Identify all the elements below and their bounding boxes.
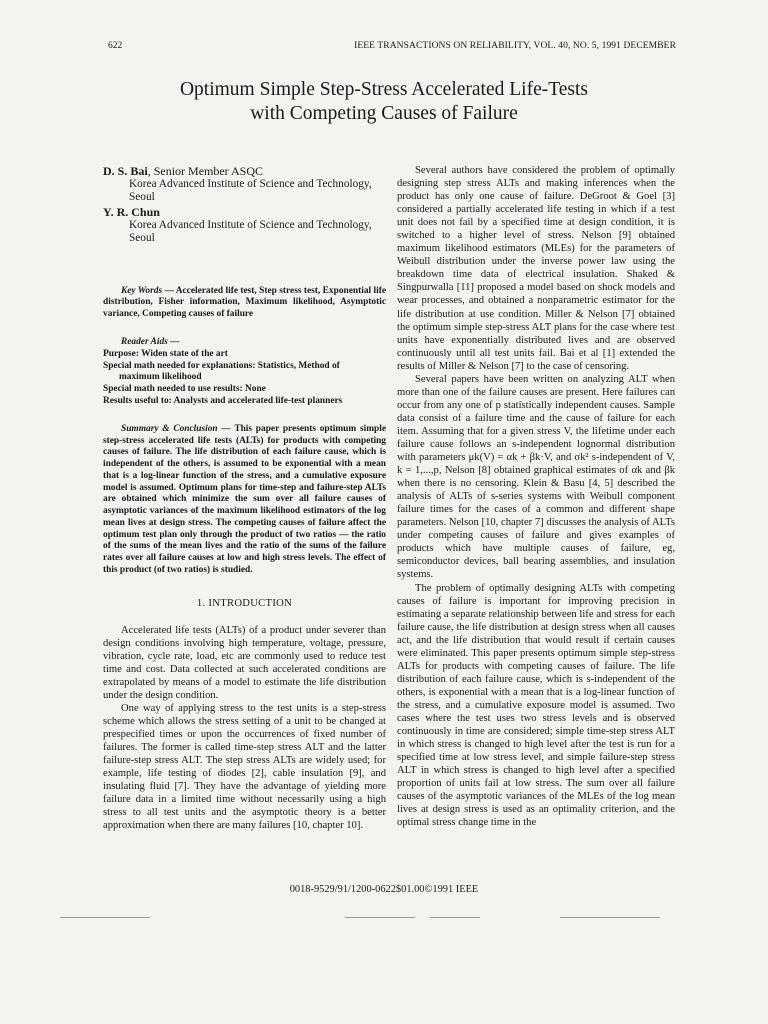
summary-text: — This paper presents optimum simple step-stress accelerated life tests (ALTs) for products with competing causes of failure. The life distribution of each failure cause, which is independent of the others, is assumed to be exponential with a mean that is a log-linear function of the stress, and a cumulative exposure model is assumed. Optimum plans for time-step and failure-step ALTs are obtained which minimize the sum over all failure causes of asymptotic variances of the maximum likelihood estimators of the log mean lives at design stress. The competing causes of failure affect the optimum test plan only through the product of two ratios — the ratio of the sums of the mean lives and the ratio of the sums of the failure rates over all failure causes at low and high stress levels. The effect of this product (of two ratios) is studied.	[103, 423, 387, 575]
title-line-1: Optimum Simple Step-Stress Accelerated Life-Tests	[179, 79, 589, 100]
author-2	[103, 205, 386, 219]
reader-aids-label: Reader Aids —	[121, 337, 180, 348]
copyright-footer: 0018-9529/91/1200-0622$01.00©1991 IEEE	[289, 884, 479, 895]
reader-aids-special-1b: maximum likelihood	[119, 372, 202, 383]
scan-artifact-line	[60, 917, 150, 918]
right-paragraph-3: The problem of optimally designing ALTs with competing causes of failure is important for improving precision in estimating a separate relationship between life and stress for each failure cause, the life distribution at design stress when all causes act, and the life distribution that would result if certain causes were eliminated. This paper presents optimum simple step-stress ALTs for products with competing causes of failure. The life distribution of each failure cause, which is s-independent of the others, is exponential with a mean that is a log-linear function of the stress, and a cumulative exposure model is assumed. Two cases where the test uses two stress levels and is observed continuously in time are considered; simple time-step stress ALT in which stress is changed to high level after the test is run for a specified time at low stress level, and simple failure-step stress ALT in which stress is changed to high level after a specified proportion of units fail at low stress. The sum over all failure causes of the asymptotic variances of the MLEs of the log mean lives at design stress is used as an optimality criterion, and the optimal stress change time in the	[397, 582, 675, 829]
keywords-label: Key Words	[121, 285, 163, 296]
keywords	[103, 286, 386, 321]
summary	[103, 424, 386, 577]
scan-artifact-line	[430, 917, 480, 918]
paper-title	[100, 78, 668, 126]
section-heading-introduction: 1. INTRODUCTION	[196, 597, 293, 609]
author-2-name: Y. R. Chun	[103, 204, 160, 219]
summary-label: Summary & Conclusion	[121, 423, 218, 434]
author-1	[103, 164, 386, 178]
author-2-affiliation: Korea Advanced Institute of Science and Technology,	[129, 218, 372, 231]
page-number: 622	[108, 41, 123, 51]
author-1-affiliation: Korea Advanced Institute of Science and Technology,	[129, 178, 372, 190]
reader-aids-special-1: Special math needed for explanations: Statistics, Method of	[103, 360, 340, 371]
author-2-city: Seoul	[129, 232, 155, 245]
reader-aids-results: Results useful to: Analysts and accelerated life-test planners	[103, 396, 343, 406]
right-column	[397, 164, 675, 829]
reader-aids-purpose: Purpose: Widen state of the art	[103, 348, 228, 359]
author-1-role: , Senior Member ASQC	[147, 164, 264, 178]
left-column	[103, 164, 386, 832]
reader-aids-special-2: Special math needed to use results: None	[103, 384, 266, 395]
left-paragraph-1: Accelerated life tests (ALTs) of a product under severer than design conditions involving high temperature, voltage, pressure, vibration, cycle rate, load, etc are commonly used to reduce test time and cost. Data collected at such accelerated conditions are extrapolated by means of a model to estimate the life distribution under the design condition.	[103, 624, 386, 701]
left-paragraph-2: One way of applying stress to the test units is a step-stress scheme which allows the stress setting of a unit to be changed at prespecified times or upon the occurrences of fixed number of failures. The former is called time-step stress ALT and the latter failure-step stress ALT. The step stress ALTs are widely used; for example, life testing of diodes [2], cable insulation [9], and insulating fluid [7]. They have the advantage of yielding more failure data in a limited time without necessarily using a high stress to all test units and the asymptotic theory is a better approximation when there are many failures [10, chapter 10].	[103, 702, 386, 832]
keywords-text: — Accelerated life test, Step stress test, Exponential life distribution, Fisher information, Maximum likelihood, Asymptotic variance, Competing causes of failure	[103, 285, 386, 320]
journal-header: IEEE TRANSACTIONS ON RELIABILITY, VOL. 40, NO. 5, 1991 DECEMBER	[354, 41, 676, 51]
author-1-city: Seoul	[129, 191, 155, 204]
author-1-name: D. S. Bai	[103, 164, 148, 178]
right-paragraph-1: Several authors have considered the problem of optimally designing step stress ALTs and making inferences when the product has only one cause of failure. DeGroot & Goel [3] considered a partially accelerated life testing in which if a test unit does not fail by a specified time at design condition, it is switched to a higher level of stress. Nelson [9] obtained maximum likelihood estimators (MLEs) for the parameters of Weibull distribution under the inverse power law using the breakdown time data of electrical insulation. Shaked & Singpurwalla [11] proposed a model based on shock models and wear processes, and obtained a nonparametric estimator for the life distribution at use condition. Miller & Nelson [7] obtained the optimum simple step-stress ALT plans for the case where test units have exponentially distributed lives and are observed continuously until all test units fail. Bai et al [1] extended the results of Miller & Nelson [7] to the case of censoring.	[397, 165, 675, 372]
scan-artifact-line	[345, 917, 415, 918]
scan-artifact-line	[560, 917, 660, 918]
title-line-2: with Competing Causes of Failure	[250, 103, 518, 124]
reader-aids	[103, 337, 386, 408]
right-paragraph-2: Several papers have been written on analyzing ALT when more than one of the failure causes are present. Here failures can occur from any one of p statistically independent causes. Sample data consist of a failure time and the cause of failure for each item. Assuming that for a given stress V, the lifetime under each failure cause follows an s-independent lognormal distribution with parameters μk(V) = αk + βk·V, and σk² s-independent of V, k = 1,...,p, Nelson [8] obtained graphical estimates of αk and βk when there is no censoring. Klein & Basu [4, 5] described the analysis of ALTs of s-series systems with Weibull component failure times for the cases of a common and different shape parameters. Nelson [10, chapter 7] discusses the analysis of ALTs under competing causes of failure and gives examples of products which have multiple causes of failure, eg, semiconductor devices, ball bearing assemblies, and insulation systems.	[397, 373, 675, 581]
